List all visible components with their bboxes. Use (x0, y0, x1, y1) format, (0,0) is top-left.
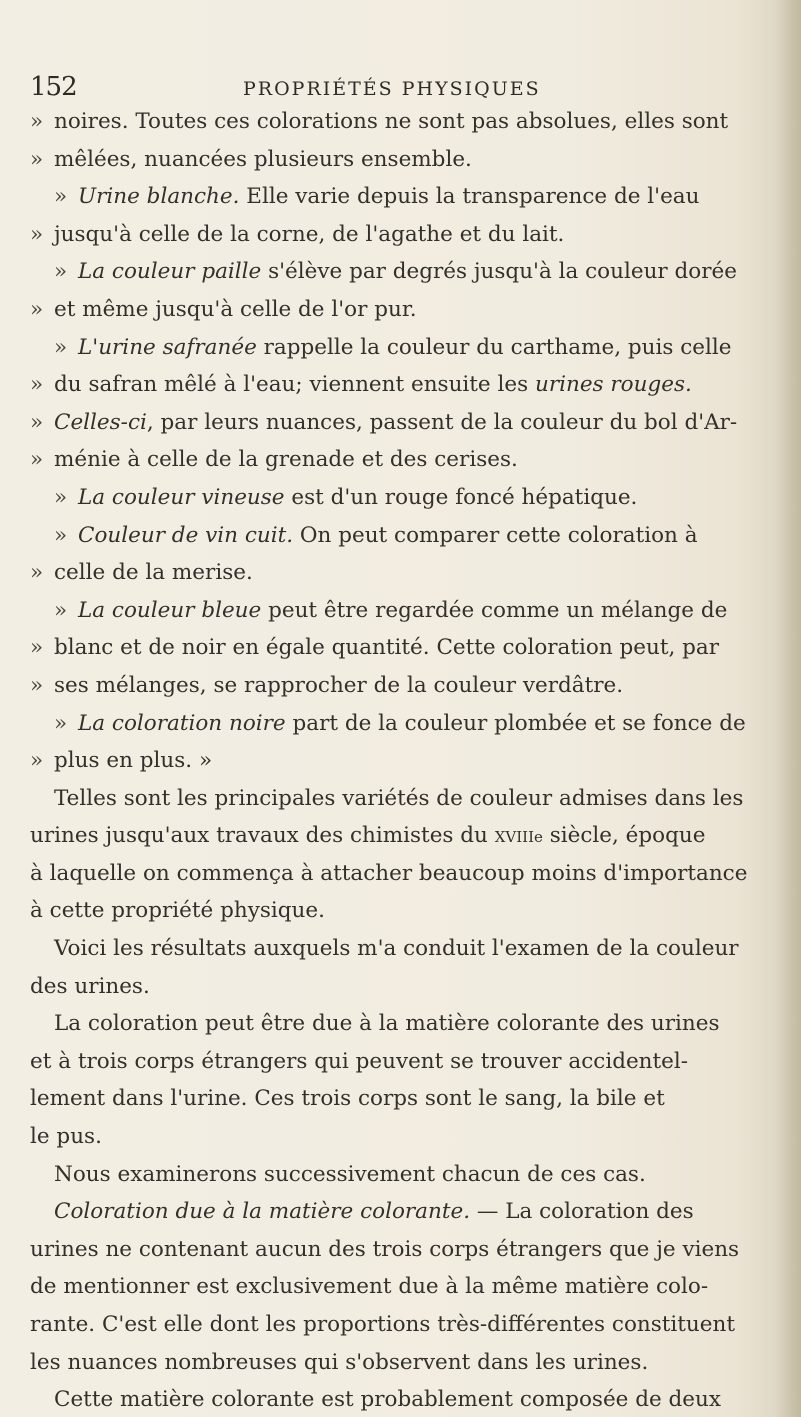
text-run: rante. C'est elle dont les proportions très-différentes constituent (30, 1312, 735, 1337)
text-line (30, 1005, 775, 1043)
italic-text: L'urine safranée (78, 334, 257, 360)
text-line (30, 253, 775, 291)
text-line (30, 517, 775, 555)
text-run: rappelle la couleur du carthame, puis celle (256, 334, 732, 360)
italic-text: Couleur de vin cuit. (78, 522, 294, 548)
text-line (30, 968, 775, 1006)
text-run: XVIIIe (494, 828, 543, 847)
text-run: et à trois corps étrangers qui peuvent se trouver accidentel- (30, 1048, 689, 1074)
quote-mark: » (30, 372, 44, 398)
text-run: des urines. (30, 973, 150, 999)
running-head: PROPRIÉTÉS PHYSIQUES (243, 78, 541, 100)
quote-mark: » (30, 672, 44, 698)
text-run: On peut comparer cette coloration à (293, 522, 698, 548)
text-line (30, 404, 775, 442)
text-run: Elle varie depuis la transparence de l'eau (239, 184, 700, 210)
text-line (30, 1080, 775, 1118)
quote-mark: » (54, 259, 68, 285)
text-line (30, 479, 775, 517)
text-line (30, 329, 775, 367)
text-line (30, 1043, 775, 1081)
quote-mark: » (54, 184, 68, 210)
text-line (30, 178, 775, 216)
italic-text: La coloration noire (78, 710, 286, 736)
text-run: part de la couleur plombée et se fonce de (285, 710, 746, 736)
text-run: Nous examinerons successivement chacun de ces cas. (54, 1161, 646, 1187)
page-edge-shadow (775, 0, 801, 1417)
italic-text: Celles-ci (54, 409, 147, 435)
text-line (30, 1193, 775, 1231)
quote-mark: » (30, 635, 44, 661)
text-line (30, 780, 775, 818)
quote-indent (30, 329, 78, 367)
italic-text: urines rouges. (534, 372, 692, 398)
text-run: noires. Toutes ces colorations ne sont pas absolues, elles sont (54, 109, 729, 134)
text-line (30, 1306, 775, 1344)
text-run: Voici les résultats auxquels m'a conduit l'examen de la couleur (54, 936, 739, 962)
text-line (30, 592, 775, 630)
text-run: Cette matière colorante est probablement composée de deux (54, 1387, 722, 1413)
text-line (30, 930, 775, 968)
text-run: ses mélanges, se rapprocher de la couleur verdâtre. (54, 672, 624, 698)
text-run: mêlées, nuancées plusieurs ensemble. (54, 146, 472, 172)
text-run: et même jusqu'à celle de l'or pur. (54, 296, 417, 322)
text-run: le pus. (30, 1124, 102, 1150)
text-run: — La coloration des (470, 1199, 694, 1225)
text-line (30, 141, 775, 179)
text-line (30, 1268, 775, 1306)
text-run: à cette propriété physique. (30, 898, 325, 924)
quote-mark: » (30, 296, 44, 322)
quote-mark: » (30, 146, 44, 172)
quote-mark: » (54, 334, 68, 360)
quote-indent (30, 517, 78, 555)
page-header (30, 72, 770, 106)
quote-mark: » (30, 109, 44, 134)
text-line (30, 366, 775, 404)
quote-mark: » (30, 447, 44, 473)
quote-mark: » (54, 597, 68, 623)
text-line (30, 705, 775, 743)
quote-mark: » (30, 560, 44, 586)
quote-mark: » (30, 221, 44, 247)
text-line (30, 291, 775, 329)
text-run: urines ne contenant aucun des trois corps étrangers que je viens (30, 1236, 740, 1262)
text-run: blanc et de noir en égale quantité. Cette coloration peut, par (54, 635, 719, 661)
body-text (30, 103, 775, 1417)
text-run: de mentionner est exclusivement due à la même matière colo- (30, 1274, 709, 1300)
text-run: urines jusqu'aux travaux des chimistes du (30, 823, 495, 849)
text-run: Telles sont les principales variétés de couleur admises dans les (54, 785, 744, 811)
quote-mark: » (54, 522, 68, 548)
italic-text: La couleur paille (78, 259, 262, 285)
quote-indent (30, 592, 78, 630)
text-run: celle de la merise. (54, 560, 253, 586)
quote-indent (30, 253, 78, 291)
text-run: est d'un rouge foncé hépatique. (284, 484, 638, 510)
text-run: s'élève par degrés jusqu'à la couleur dorée (261, 259, 737, 285)
italic-text: Coloration due à la matière colorante. (54, 1199, 471, 1225)
text-line (30, 817, 775, 855)
text-line (30, 1231, 775, 1269)
text-line (30, 554, 775, 592)
text-line (30, 667, 775, 705)
quote-indent (30, 705, 78, 743)
text-run: du safran mêlé à l'eau; viennent ensuite les (54, 372, 535, 398)
text-line (30, 742, 775, 780)
quote-mark: » (54, 484, 68, 510)
text-line (30, 1156, 775, 1194)
text-line (30, 1344, 775, 1382)
text-run: les nuances nombreuses qui s'observent dans les urines. (30, 1349, 649, 1375)
text-run: lement dans l'urine. Ces trois corps sont le sang, la bile et (30, 1086, 665, 1112)
page-number: 152 (30, 72, 77, 102)
text-line (30, 892, 775, 930)
text-run: peut être regardée comme un mélange de (261, 597, 728, 623)
text-run: siècle, époque (542, 823, 706, 849)
text-line (30, 855, 775, 893)
text-run: , par leurs nuances, passent de la couleur du bol d'Ar- (146, 409, 738, 435)
quote-mark: » (30, 409, 44, 435)
text-run: ménie à celle de la grenade et des cerises. (54, 447, 518, 473)
italic-text: La couleur bleue (78, 597, 262, 623)
text-line (30, 1118, 775, 1156)
text-line (30, 1381, 775, 1417)
text-line (30, 441, 775, 479)
quote-indent (30, 178, 78, 216)
text-run: à laquelle on commença à attacher beaucoup moins d'importance (30, 860, 748, 886)
text-line (30, 103, 775, 141)
text-line (30, 216, 775, 254)
italic-text: Urine blanche. (78, 184, 240, 210)
text-line (30, 629, 775, 667)
quote-mark: » (54, 710, 68, 736)
text-run: jusqu'à celle de la corne, de l'agathe et du lait. (54, 221, 565, 247)
italic-text: La couleur vineuse (78, 484, 285, 510)
text-run: plus en plus. » (54, 748, 213, 774)
text-run: La coloration peut être due à la matière colorante des urines (54, 1011, 720, 1037)
quote-indent (30, 479, 78, 517)
quote-mark: » (30, 748, 44, 774)
